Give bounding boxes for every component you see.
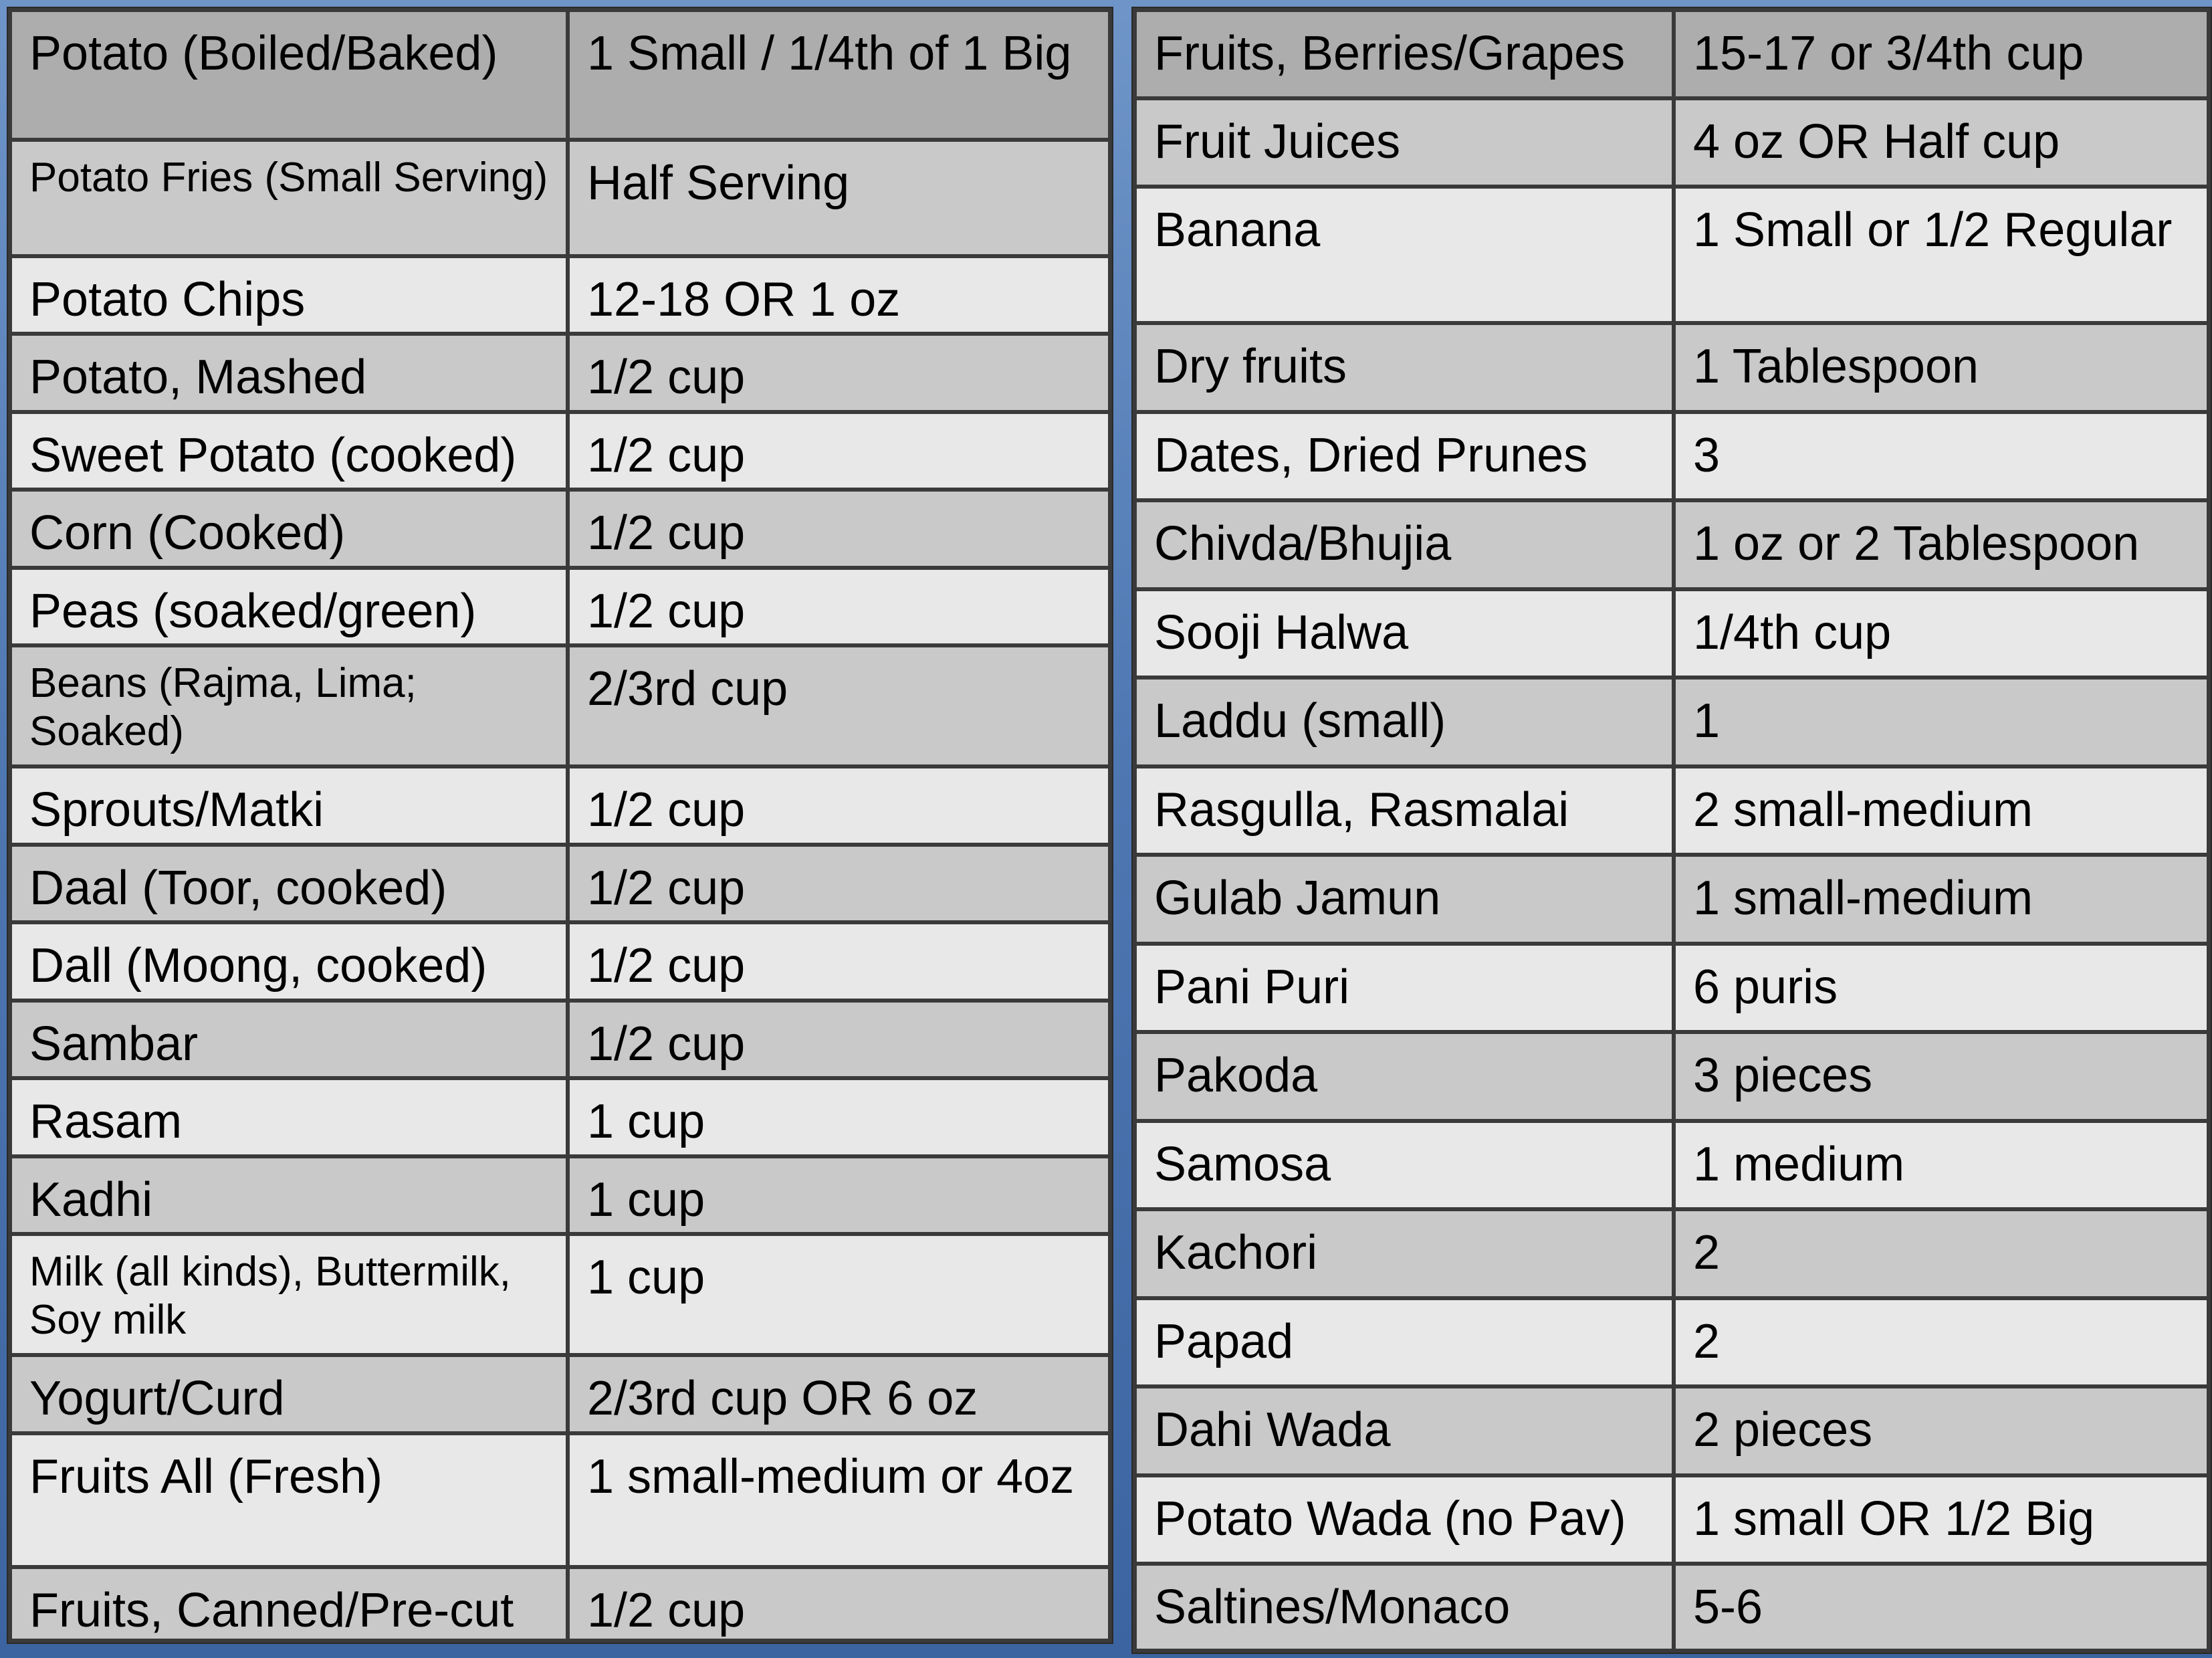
table-row	[1135, 678, 2209, 766]
table-row	[10, 1433, 1110, 1567]
food-cell: Laddu (small)	[1135, 678, 1674, 766]
table-row	[1135, 1032, 2209, 1121]
food-cell: Kachori	[1135, 1209, 1674, 1298]
table-row	[10, 412, 1110, 490]
table-row	[10, 1234, 1110, 1355]
food-cell: Peas (soaked/green)	[10, 568, 568, 645]
food-cell: Milk (all kinds), Buttermilk, Soy milk	[10, 1234, 568, 1355]
serving-cell: 1/2 cup	[568, 766, 1110, 845]
table-row	[1135, 500, 2209, 589]
table-row	[10, 140, 1110, 256]
serving-cell: 2/3rd cup OR 6 oz	[568, 1355, 1110, 1433]
food-cell: Dry fruits	[1135, 323, 1674, 412]
food-cell: Banana	[1135, 187, 1674, 323]
left-serving-table	[8, 8, 1112, 1643]
table-row	[1135, 1209, 2209, 1298]
serving-cell: 1 small OR 1/2 Big	[1674, 1475, 2209, 1564]
table-row	[10, 10, 1110, 140]
table-row	[1135, 323, 2209, 412]
serving-cell: 1/2 cup	[568, 334, 1110, 412]
table-row	[10, 845, 1110, 922]
table-row	[1135, 1298, 2209, 1386]
serving-cell: 6 puris	[1674, 944, 2209, 1032]
food-cell: Pakoda	[1135, 1032, 1674, 1121]
serving-cell: 1/2 cup	[568, 412, 1110, 490]
right-serving-table	[1133, 8, 2211, 1653]
serving-cell: 1 cup	[568, 1234, 1110, 1355]
table-row	[10, 334, 1110, 412]
food-cell: Fruits, Canned/Pre-cut	[10, 1567, 568, 1641]
table-row	[1135, 412, 2209, 500]
food-cell: Chivda/Bhujia	[1135, 500, 1674, 589]
serving-cell: 1 oz or 2 Tablespoon	[1674, 500, 2209, 589]
serving-cell: 1 medium	[1674, 1121, 2209, 1209]
table-row	[10, 1355, 1110, 1433]
table-row	[10, 490, 1110, 568]
table-row	[1135, 766, 2209, 855]
serving-cell: 2/3rd cup	[568, 645, 1110, 766]
table-row	[1135, 10, 2209, 98]
food-cell: Rasam	[10, 1078, 568, 1156]
table-row	[1135, 1121, 2209, 1209]
food-cell: Yogurt/Curd	[10, 1355, 568, 1433]
serving-cell: 1 Tablespoon	[1674, 323, 2209, 412]
serving-cell: 1/2 cup	[568, 1567, 1110, 1641]
serving-cell: 1/4th cup	[1674, 589, 2209, 678]
food-cell: Sprouts/Matki	[10, 766, 568, 845]
serving-cell: 5-6	[1674, 1564, 2209, 1651]
table-row	[1135, 589, 2209, 678]
table-row	[10, 1156, 1110, 1234]
food-cell: Dahi Wada	[1135, 1386, 1674, 1475]
serving-cell: 1 Small or 1/2 Regular	[1674, 187, 2209, 323]
table-row	[10, 1001, 1110, 1078]
table-row	[1135, 1475, 2209, 1564]
food-cell: Beans (Rajma, Lima; Soaked)	[10, 645, 568, 766]
table-row	[10, 922, 1110, 1001]
serving-cell: 2 small-medium	[1674, 766, 2209, 855]
food-cell: Fruits, Berries/Grapes	[1135, 10, 1674, 98]
food-cell: Sambar	[10, 1001, 568, 1078]
table-row	[1135, 1564, 2209, 1651]
food-cell: Dall (Moong, cooked)	[10, 922, 568, 1001]
food-cell: Rasgulla, Rasmalai	[1135, 766, 1674, 855]
food-cell: Pani Puri	[1135, 944, 1674, 1032]
serving-cell: 1 small-medium	[1674, 855, 2209, 944]
serving-cell: 1/2 cup	[568, 922, 1110, 1001]
serving-cell: 1/2 cup	[568, 1001, 1110, 1078]
serving-cell: 2	[1674, 1298, 2209, 1386]
serving-cell: 15-17 or 3/4th cup	[1674, 10, 2209, 98]
table-row	[10, 568, 1110, 645]
serving-cell: 1 cup	[568, 1078, 1110, 1156]
table-row	[1135, 187, 2209, 323]
serving-cell: 1 cup	[568, 1156, 1110, 1234]
serving-cell: 3 pieces	[1674, 1032, 2209, 1121]
food-cell: Fruits All (Fresh)	[10, 1433, 568, 1567]
food-cell: Sooji Halwa	[1135, 589, 1674, 678]
table-row	[1135, 855, 2209, 944]
food-cell: Daal (Toor, cooked)	[10, 845, 568, 922]
serving-cell: 1/2 cup	[568, 845, 1110, 922]
serving-cell: 3	[1674, 412, 2209, 500]
table-row	[10, 256, 1110, 334]
serving-cell: 2	[1674, 1209, 2209, 1298]
food-cell: Potato Chips	[10, 256, 568, 334]
table-row	[1135, 1386, 2209, 1475]
food-cell: Fruit Juices	[1135, 98, 1674, 187]
serving-cell: 1	[1674, 678, 2209, 766]
table-row	[10, 766, 1110, 845]
serving-cell: 12-18 OR 1 oz	[568, 256, 1110, 334]
serving-cell: 1 Small / 1/4th of 1 Big	[568, 10, 1110, 140]
food-cell: Dates, Dried Prunes	[1135, 412, 1674, 500]
food-cell: Potato (Boiled/Baked)	[10, 10, 568, 140]
food-cell: Kadhi	[10, 1156, 568, 1234]
food-cell: Papad	[1135, 1298, 1674, 1386]
food-cell: Corn (Cooked)	[10, 490, 568, 568]
food-cell: Potato Wada (no Pav)	[1135, 1475, 1674, 1564]
serving-cell: 1/2 cup	[568, 490, 1110, 568]
food-cell: Samosa	[1135, 1121, 1674, 1209]
table-row	[1135, 944, 2209, 1032]
table-row	[10, 645, 1110, 766]
serving-cell: 1 small-medium or 4oz	[568, 1433, 1110, 1567]
table-row	[10, 1567, 1110, 1641]
serving-cell: 2 pieces	[1674, 1386, 2209, 1475]
serving-cell: Half Serving	[568, 140, 1110, 256]
food-cell: Saltines/Monaco	[1135, 1564, 1674, 1651]
serving-cell: 1/2 cup	[568, 568, 1110, 645]
food-cell: Gulab Jamun	[1135, 855, 1674, 944]
serving-cell: 4 oz OR Half cup	[1674, 98, 2209, 187]
food-cell: Potato, Mashed	[10, 334, 568, 412]
food-cell: Potato Fries (Small Serving)	[10, 140, 568, 256]
table-row	[10, 1078, 1110, 1156]
table-row	[1135, 98, 2209, 187]
food-cell: Sweet Potato (cooked)	[10, 412, 568, 490]
